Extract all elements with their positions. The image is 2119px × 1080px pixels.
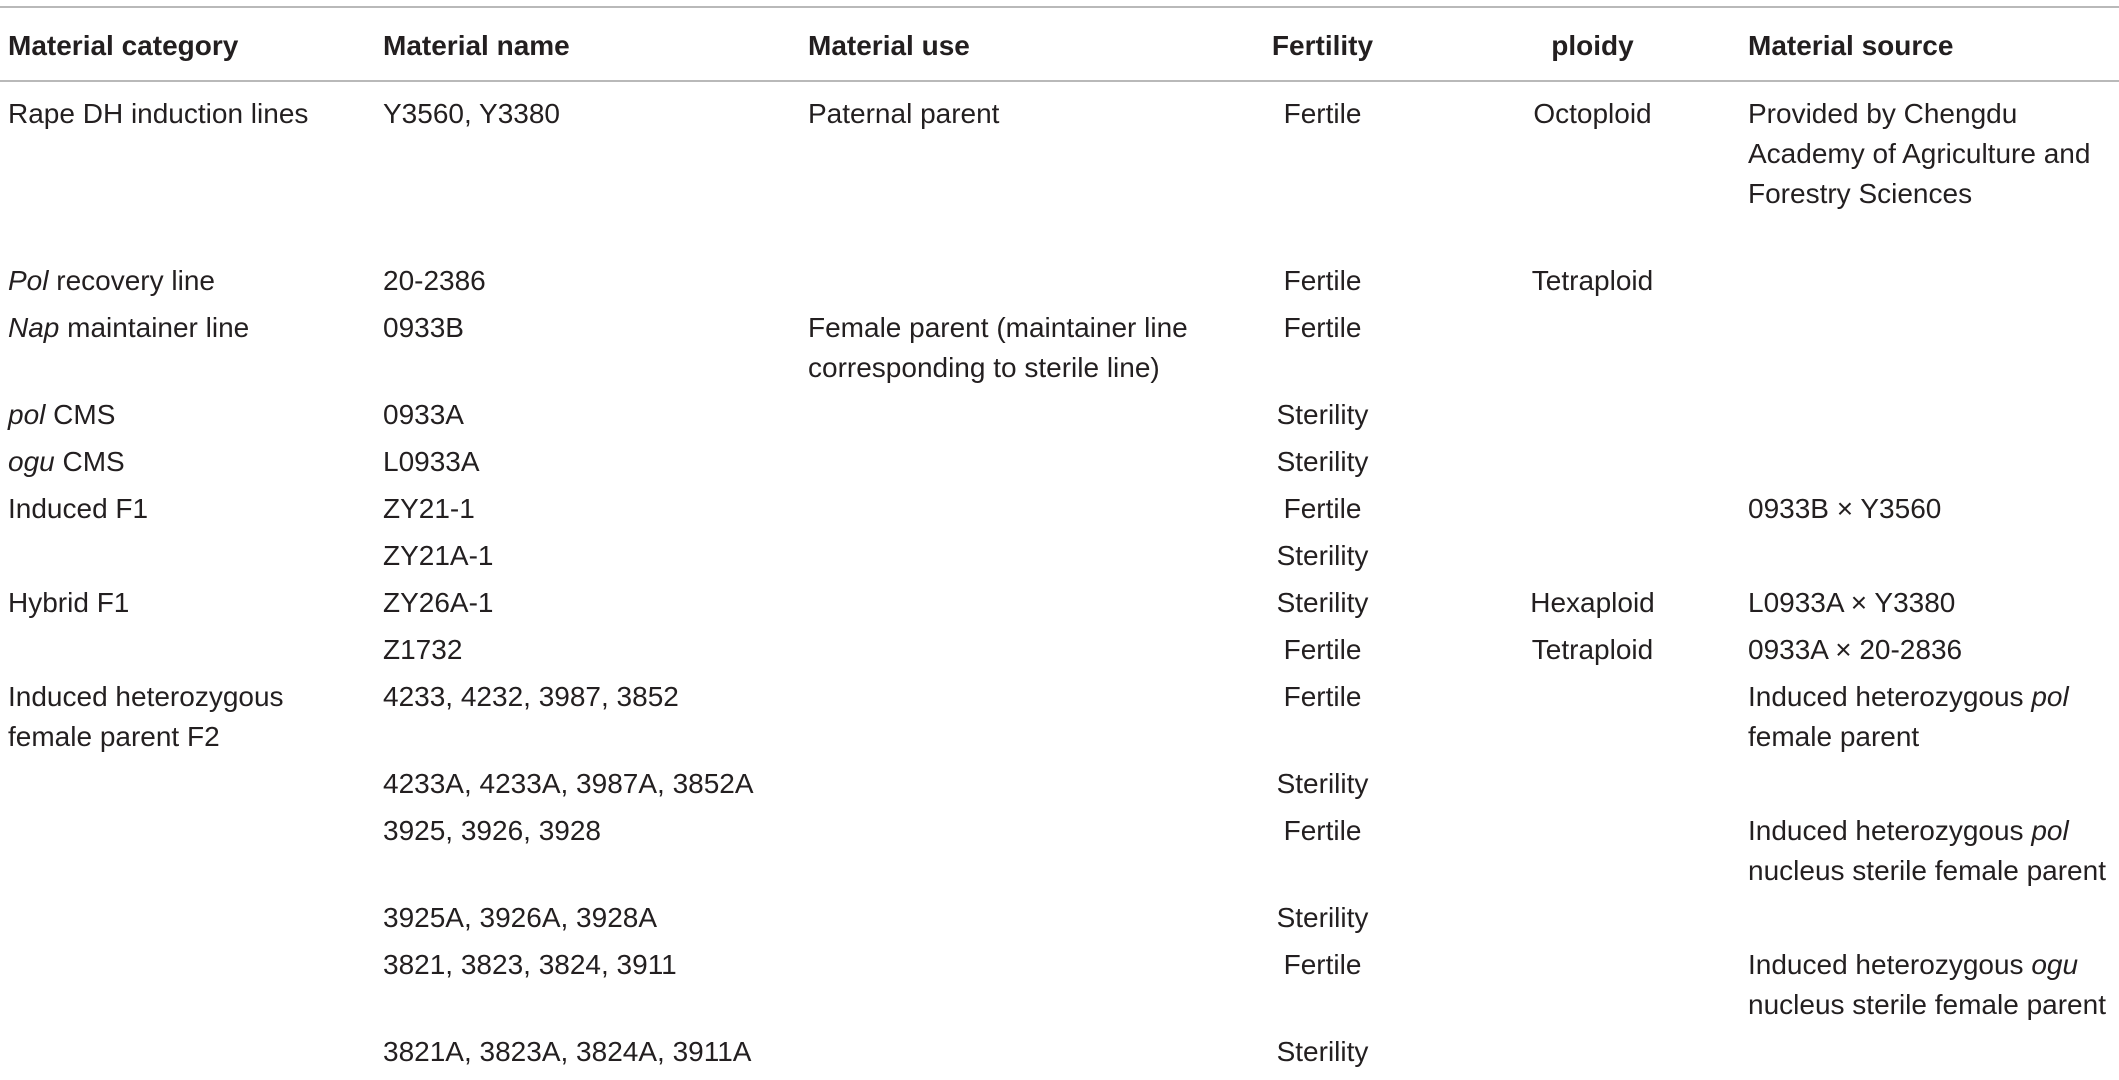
table-row xyxy=(0,489,2119,536)
cell-fertility: Fertile xyxy=(1283,949,1362,980)
cell-use xyxy=(800,489,1200,536)
cell-fertility: Fertile xyxy=(1283,815,1362,846)
category-italic: pol xyxy=(8,399,46,430)
source-text-pre: Induced heterozygous xyxy=(1748,815,2032,846)
source-text-pre: Induced heterozygous xyxy=(1748,949,2032,980)
cell-source: 0933A × 20-2836 xyxy=(1748,634,1963,665)
table-row xyxy=(0,308,2119,395)
cell-category xyxy=(0,536,375,583)
cell-fertility: Sterility xyxy=(1276,902,1369,933)
header-material-use: Material use xyxy=(808,30,970,61)
table-row xyxy=(0,1032,2119,1079)
material-table xyxy=(0,6,2119,1079)
cell-source xyxy=(1740,442,2119,489)
cell-name: ZY21A-1 xyxy=(383,540,494,571)
cell-source xyxy=(1740,1032,2119,1079)
spacer-row xyxy=(0,221,2119,261)
table-row xyxy=(0,81,2119,221)
table-row xyxy=(0,395,2119,442)
cell-fertility: Fertile xyxy=(1283,634,1362,665)
cell-ploidy xyxy=(1445,395,1740,442)
cell-use xyxy=(800,536,1200,583)
cell-ploidy: Octoploid xyxy=(1533,98,1652,129)
source-italic: pol xyxy=(2031,681,2069,712)
cell-category xyxy=(0,261,375,308)
cell-category: Hybrid F1 xyxy=(8,587,130,618)
cell-name: Z1732 xyxy=(383,634,463,665)
cell-name: 4233A, 4233A, 3987A, 3852A xyxy=(383,768,754,799)
cell-fertility: Fertile xyxy=(1283,681,1362,712)
source-text-post: nucleus sterile female parent xyxy=(1748,855,2106,886)
cell-category: Rape DH induction lines xyxy=(8,98,309,129)
category-text: maintainer line xyxy=(59,312,250,343)
cell-ploidy xyxy=(1445,677,1740,764)
cell-name: 3821, 3823, 3824, 3911 xyxy=(383,949,677,980)
cell-use xyxy=(800,898,1200,945)
cell-fertility: Fertile xyxy=(1283,265,1362,296)
cell-category xyxy=(0,945,375,1032)
cell-fertility: Sterility xyxy=(1276,768,1369,799)
cell-category xyxy=(0,898,375,945)
table-row xyxy=(0,261,2119,308)
cell-use xyxy=(800,442,1200,489)
cell-name: 3925, 3926, 3928 xyxy=(383,815,601,846)
cell-category: Induced F1 xyxy=(8,493,149,524)
cell-use xyxy=(800,583,1200,630)
cell-fertility: Fertile xyxy=(1283,98,1362,129)
cell-ploidy xyxy=(1445,945,1740,1032)
source-text-post: nucleus sterile female parent xyxy=(1748,989,2106,1020)
header-material-name: Material name xyxy=(383,30,570,61)
cell-source: 0933B × Y3560 xyxy=(1748,493,1942,524)
cell-ploidy xyxy=(1445,764,1740,811)
cell-use xyxy=(800,630,1200,677)
cell-name: Y3560, Y3380 xyxy=(383,98,560,129)
table-row xyxy=(0,811,2119,898)
cell-source xyxy=(1740,811,2119,898)
header-material-category: Material category xyxy=(8,30,239,61)
cell-ploidy xyxy=(1445,489,1740,536)
cell-source xyxy=(1740,395,2119,442)
cell-ploidy xyxy=(1445,536,1740,583)
cell-name: 20-2386 xyxy=(383,265,486,296)
cell-ploidy: Tetraploid xyxy=(1531,265,1654,296)
cell-category: Induced heterozygous female parent F2 xyxy=(8,681,284,752)
table-row xyxy=(0,677,2119,764)
cell-category xyxy=(0,764,375,811)
cell-use xyxy=(800,1032,1200,1079)
cell-name: 3821A, 3823A, 3824A, 3911A xyxy=(383,1036,752,1067)
cell-fertility: Sterility xyxy=(1276,1036,1369,1067)
cell-use xyxy=(800,395,1200,442)
cell-fertility: Sterility xyxy=(1276,587,1369,618)
category-text: recovery line xyxy=(48,265,215,296)
cell-fertility: Sterility xyxy=(1276,399,1369,430)
cell-category xyxy=(0,308,375,395)
cell-ploidy xyxy=(1445,898,1740,945)
cell-name: 4233, 4232, 3987, 3852 xyxy=(383,681,679,712)
cell-use xyxy=(800,677,1200,764)
table-row xyxy=(0,764,2119,811)
category-italic: Nap xyxy=(8,312,60,343)
cell-source xyxy=(1740,677,2119,764)
source-text-pre: Induced heterozygous xyxy=(1748,681,2032,712)
cell-use: Paternal parent xyxy=(808,98,1000,129)
table-header-row xyxy=(0,7,2119,81)
cell-name: ZY26A-1 xyxy=(383,587,494,618)
cell-source xyxy=(1740,945,2119,1032)
table-row xyxy=(0,536,2119,583)
cell-name: 0933A xyxy=(383,399,464,430)
cell-fertility: Fertile xyxy=(1283,312,1362,343)
cell-source xyxy=(1740,536,2119,583)
cell-name: L0933A xyxy=(383,446,480,477)
cell-source xyxy=(1740,898,2119,945)
cell-ploidy xyxy=(1445,308,1740,395)
category-text: CMS xyxy=(54,446,125,477)
cell-use xyxy=(800,811,1200,898)
cell-source xyxy=(1740,764,2119,811)
table-row xyxy=(0,442,2119,489)
cell-category xyxy=(0,442,375,489)
cell-use: Female parent (maintainer line corresponding to sterile line) xyxy=(808,312,1188,383)
source-italic: pol xyxy=(2031,815,2069,846)
spacer-cell xyxy=(0,221,2119,261)
cell-use xyxy=(800,261,1200,308)
header-material-source: Material source xyxy=(1748,30,1954,61)
cell-source xyxy=(1740,308,2119,395)
cell-name: 3925A, 3926A, 3928A xyxy=(383,902,658,933)
cell-name: ZY21-1 xyxy=(383,493,475,524)
cell-name: 0933B xyxy=(383,312,464,343)
cell-category xyxy=(0,395,375,442)
table-row xyxy=(0,898,2119,945)
source-text-post: female parent xyxy=(1748,721,1920,752)
cell-ploidy: Hexaploid xyxy=(1530,587,1655,618)
cell-use xyxy=(800,945,1200,1032)
table-row xyxy=(0,583,2119,630)
category-italic: Pol xyxy=(8,265,49,296)
header-ploidy: ploidy xyxy=(1551,30,1634,61)
header-fertility: Fertility xyxy=(1271,30,1374,61)
cell-category xyxy=(0,811,375,898)
cell-fertility: Sterility xyxy=(1276,446,1369,477)
cell-source xyxy=(1740,261,2119,308)
cell-ploidy: Tetraploid xyxy=(1531,634,1654,665)
cell-use xyxy=(800,764,1200,811)
source-italic: ogu xyxy=(2031,949,2079,980)
cell-ploidy xyxy=(1445,1032,1740,1079)
cell-ploidy xyxy=(1445,811,1740,898)
category-italic: ogu xyxy=(8,446,55,477)
cell-source: L0933A × Y3380 xyxy=(1748,587,1956,618)
table-row xyxy=(0,945,2119,1032)
table-row xyxy=(0,630,2119,677)
category-text: CMS xyxy=(45,399,116,430)
cell-source: Provided by Chengdu Academy of Agriculture and Forestry Sciences xyxy=(1748,98,2091,209)
cell-category xyxy=(0,630,375,677)
cell-ploidy xyxy=(1445,442,1740,489)
cell-category xyxy=(0,1032,375,1079)
cell-fertility: Fertile xyxy=(1283,493,1362,524)
cell-fertility: Sterility xyxy=(1276,540,1369,571)
